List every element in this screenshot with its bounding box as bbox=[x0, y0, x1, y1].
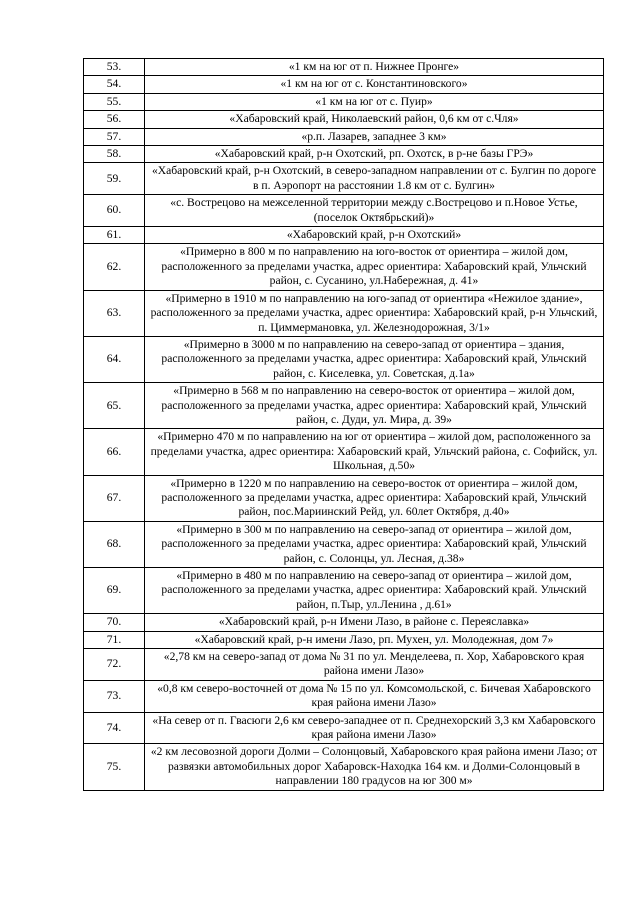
row-address: «2 км лесовозной дороги Долми – Солонцовый, Хабаровского края района имени Лазо; от развязки автомобильных дорог Хабаровск-Находка 164 км. и Долми-Солонцовый в направлении 180 градусов на юг 300 м» bbox=[145, 744, 604, 790]
row-address: «0,8 км северо-восточней от дома № 15 по ул. Комсомольской, с. Бичевая Хабаровского края района имени Лазо» bbox=[145, 680, 604, 712]
table-row bbox=[84, 336, 604, 382]
row-number: 61. bbox=[84, 227, 145, 244]
row-address: «Хабаровский край, р-н имени Лазо, рп. Мухен, ул. Молодежная, дом 7» bbox=[145, 631, 604, 648]
table-row bbox=[84, 128, 604, 145]
row-number: 75. bbox=[84, 744, 145, 790]
row-address: «Примерно в 1220 м по направлению на северо-восток от ориентира – жилой дом, расположенного за пределами участка, адрес ориентира: Хабаровский край, Ульчский район, пос.Мариинский Рейд, ул. 60лет Октября, д.40» bbox=[145, 475, 604, 521]
row-number: 70. bbox=[84, 614, 145, 631]
row-address: «Примерно в 800 м по направлению на юго-восток от ориентира – жилой дом, расположенного за пределами участка, адрес ориентира: Хабаровский край, Ульчский район, с. Сусанино, ул.Набережная, д. 41» bbox=[145, 244, 604, 290]
row-address: «1 км на юг от с. Константиновского» bbox=[145, 76, 604, 93]
row-number: 73. bbox=[84, 680, 145, 712]
table-row bbox=[84, 111, 604, 128]
row-address: «Хабаровский край, Николаевский район, 0,6 км от с.Чля» bbox=[145, 111, 604, 128]
table-row bbox=[84, 59, 604, 76]
row-address: «Примерно в 300 м по направлению на северо-запад от ориентира – жилой дом, расположенного за пределами участка, адрес ориентира: Хабаровский край, Ульчский район, с. Солонцы, ул. Лесная, д.38» bbox=[145, 521, 604, 567]
table-row bbox=[84, 475, 604, 521]
table-row bbox=[84, 93, 604, 110]
row-number: 59. bbox=[84, 163, 145, 195]
row-address: «Хабаровский край, р-н Охотский, в северо-западном направлении от с. Булгин по дороге в п. Аэропорт на расстоянии 1.8 км от с. Булгин» bbox=[145, 163, 604, 195]
row-address: «Примерно в 3000 м по направлению на северо-запад от ориентира – здания, расположенного за пределами участка, адрес ориентира: Хабаровский край, Ульчский район, с. Киселевка, ул. Советская, д.1а» bbox=[145, 336, 604, 382]
table-row bbox=[84, 227, 604, 244]
row-address: «Хабаровский край, р-н Имени Лазо, в районе с. Переяславка» bbox=[145, 614, 604, 631]
row-number: 63. bbox=[84, 290, 145, 336]
row-address: «1 км на юг от с. Пуир» bbox=[145, 93, 604, 110]
row-address: «Хабаровский край, р-н Охотский» bbox=[145, 227, 604, 244]
table-row bbox=[84, 244, 604, 290]
table-row bbox=[84, 195, 604, 227]
row-number: 57. bbox=[84, 128, 145, 145]
table-row bbox=[84, 290, 604, 336]
row-number: 60. bbox=[84, 195, 145, 227]
row-number: 74. bbox=[84, 712, 145, 744]
table-row bbox=[84, 631, 604, 648]
address-table bbox=[83, 58, 604, 791]
row-number: 64. bbox=[84, 336, 145, 382]
row-address: «Примерно в 568 м по направлению на северо-восток от ориентира – жилой дом, расположенного за пределами участка, адрес ориентира: Хабаровский край, Ульчский район, с. Дуди, ул. Мира, д. 39» bbox=[145, 383, 604, 429]
table-row bbox=[84, 649, 604, 681]
row-number: 55. bbox=[84, 93, 145, 110]
row-address: «Примерно 470 м по направлению на юг от ориентира – жилой дом, расположенного за пределами участка, адрес ориентира: Хабаровский край, Ульчский района, с. Софийск, ул. Школьная, д.50» bbox=[145, 429, 604, 475]
row-address: «Примерно в 1910 м по направлению на юго-запад от ориентира «Нежилое здание», расположенного за пределами участка, адрес ориентира: Хабаровский край, р-н Ульчский, п. Циммермановка, ул. Железнодорожная, 3/1» bbox=[145, 290, 604, 336]
row-address: «1 км на юг от п. Нижнее Пронге» bbox=[145, 59, 604, 76]
table-row bbox=[84, 163, 604, 195]
table-row bbox=[84, 744, 604, 790]
row-address: «с. Вострецово на межселенной территории между с.Вострецово и п.Новое Устье, (поселок Октябрьский)» bbox=[145, 195, 604, 227]
table-row bbox=[84, 614, 604, 631]
row-number: 65. bbox=[84, 383, 145, 429]
row-number: 54. bbox=[84, 76, 145, 93]
table-row bbox=[84, 521, 604, 567]
row-address: «На север от п. Гвасюги 2,6 км северо-западнее от п. Среднехорский 3,3 км Хабаровского края района имени Лазо» bbox=[145, 712, 604, 744]
row-number: 62. bbox=[84, 244, 145, 290]
table-row bbox=[84, 76, 604, 93]
row-address: «Хабаровский край, р-н Охотский, рп. Охотск, в р-не базы ГРЭ» bbox=[145, 146, 604, 163]
table-row bbox=[84, 383, 604, 429]
row-address: «р.п. Лазарев, западнее 3 км» bbox=[145, 128, 604, 145]
row-number: 66. bbox=[84, 429, 145, 475]
row-number: 58. bbox=[84, 146, 145, 163]
table-row bbox=[84, 429, 604, 475]
row-number: 72. bbox=[84, 649, 145, 681]
address-table-body bbox=[84, 59, 604, 791]
table-row bbox=[84, 680, 604, 712]
row-address: «2,78 км на северо-запад от дома № 31 по ул. Менделеева, п. Хор, Хабаровского края района имени Лазо» bbox=[145, 649, 604, 681]
table-row bbox=[84, 712, 604, 744]
row-number: 56. bbox=[84, 111, 145, 128]
row-number: 67. bbox=[84, 475, 145, 521]
row-number: 53. bbox=[84, 59, 145, 76]
table-row bbox=[84, 568, 604, 614]
row-number: 68. bbox=[84, 521, 145, 567]
table-row bbox=[84, 146, 604, 163]
row-address: «Примерно в 480 м по направлению на северо-запад от ориентира – жилой дом, расположенного за пределами участка, адрес ориентира: Хабаровский край. Ульчский район, п.Тыр, ул.Ленина , д.61» bbox=[145, 568, 604, 614]
row-number: 71. bbox=[84, 631, 145, 648]
row-number: 69. bbox=[84, 568, 145, 614]
